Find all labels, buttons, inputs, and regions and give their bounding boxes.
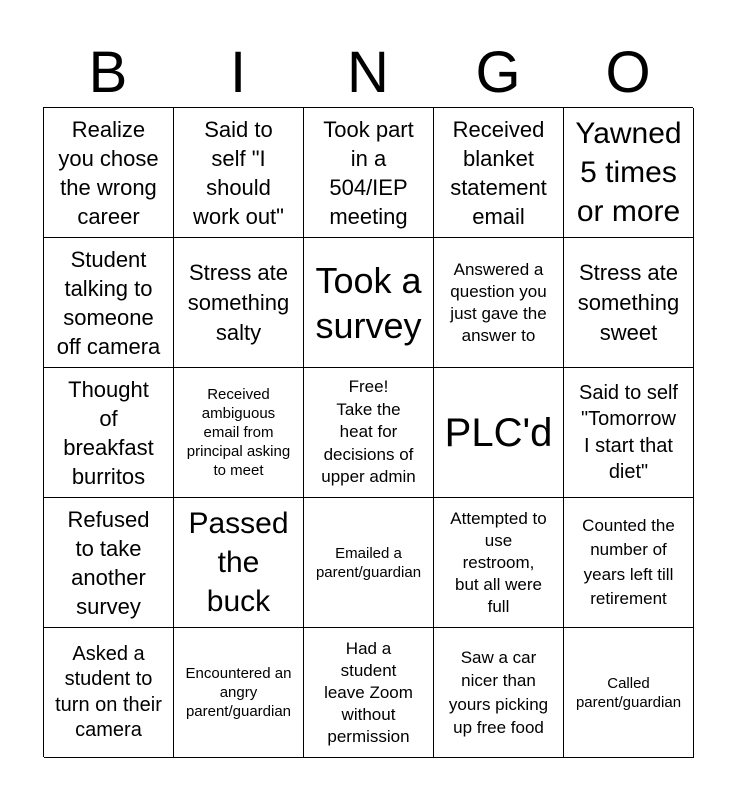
cell-text: Received blanket statement email <box>450 116 547 229</box>
bingo-cell-r5c3[interactable] <box>304 628 434 758</box>
cell-text: Took part in a 504/IEP meeting <box>323 116 414 229</box>
bingo-cell-r4c5[interactable] <box>564 498 694 628</box>
bingo-cell-r3c5[interactable] <box>564 368 694 498</box>
bingo-cell-r5c1[interactable] <box>44 628 174 758</box>
cell-text: Asked a student to turn on their camera <box>55 642 162 741</box>
bingo-cell-r4c3[interactable] <box>304 498 434 628</box>
header-letter-n: N <box>347 40 389 105</box>
bingo-cell-r2c3[interactable] <box>304 238 434 368</box>
cell-text: Encountered an angry parent/guardian <box>185 665 292 720</box>
bingo-cell-r4c4[interactable] <box>434 498 564 628</box>
bingo-cell-r3c2[interactable] <box>174 368 304 498</box>
bingo-cell-r3c1[interactable] <box>44 368 174 498</box>
header-letter-o: O <box>605 40 651 105</box>
cell-text: Yawned 5 times or more <box>575 117 682 228</box>
cell-text: Saw a car nicer than yours picking up free food <box>448 647 549 737</box>
cell-text: Answered a question you just gave the answer to <box>450 259 547 345</box>
bingo-cell-r5c5[interactable] <box>564 628 694 758</box>
cell-text: Emailed a parent/guardian <box>315 544 422 581</box>
bingo-cell-r3c3-free-space[interactable] <box>304 368 434 498</box>
cell-text: Student talking to someone off camera <box>56 246 161 359</box>
cell-text: Said to self "Tomorrow I start that diet" <box>579 381 678 483</box>
cell-text: Had a student leave Zoom without permission <box>324 638 413 746</box>
bingo-cell-r2c1[interactable] <box>44 238 174 368</box>
cell-text: Attempted to use restroom, but all were full <box>450 508 547 616</box>
cell-text: Thought of breakfast burritos <box>63 376 154 489</box>
bingo-header <box>43 38 693 108</box>
bingo-cell-r1c3[interactable] <box>304 108 434 238</box>
bingo-cell-r1c2[interactable] <box>174 108 304 238</box>
cell-text: Free! Take the heat for decisions of upper admin <box>321 377 416 487</box>
cell-text: Stress ate something salty <box>187 259 290 345</box>
bingo-cell-r1c4[interactable] <box>434 108 564 238</box>
header-letter-b: B <box>88 40 128 105</box>
cell-text: Refused to take another survey <box>67 506 150 619</box>
bingo-cell-r2c4[interactable] <box>434 238 564 368</box>
bingo-cell-r5c4[interactable] <box>434 628 564 758</box>
cell-text: Counted the number of years left till retirement <box>582 515 675 608</box>
bingo-cell-r2c5[interactable] <box>564 238 694 368</box>
cell-text: Called parent/guardian <box>575 674 682 711</box>
bingo-cell-r3c4[interactable] <box>434 368 564 498</box>
bingo-cell-r4c2[interactable] <box>174 498 304 628</box>
bingo-cell-r1c5[interactable] <box>564 108 694 238</box>
bingo-cell-r1c1[interactable] <box>44 108 174 238</box>
bingo-board <box>43 107 693 757</box>
cell-text: Said to self "I should work out" <box>193 116 284 229</box>
cell-text: Stress ate something sweet <box>577 259 680 345</box>
header-letter-i: I <box>229 40 247 105</box>
bingo-cell-r4c1[interactable] <box>44 498 174 628</box>
header-letter-g: G <box>475 40 521 105</box>
cell-text: PLC'd <box>444 410 553 455</box>
bingo-cell-r2c2[interactable] <box>174 238 304 368</box>
cell-text: Realize you chose the wrong career <box>58 116 159 229</box>
cell-text: Passed the buck <box>188 507 289 618</box>
cell-text: Took a survey <box>315 259 422 346</box>
bingo-cell-r5c2[interactable] <box>174 628 304 758</box>
cell-text: Received ambiguous email from principal asking to meet <box>186 386 291 479</box>
